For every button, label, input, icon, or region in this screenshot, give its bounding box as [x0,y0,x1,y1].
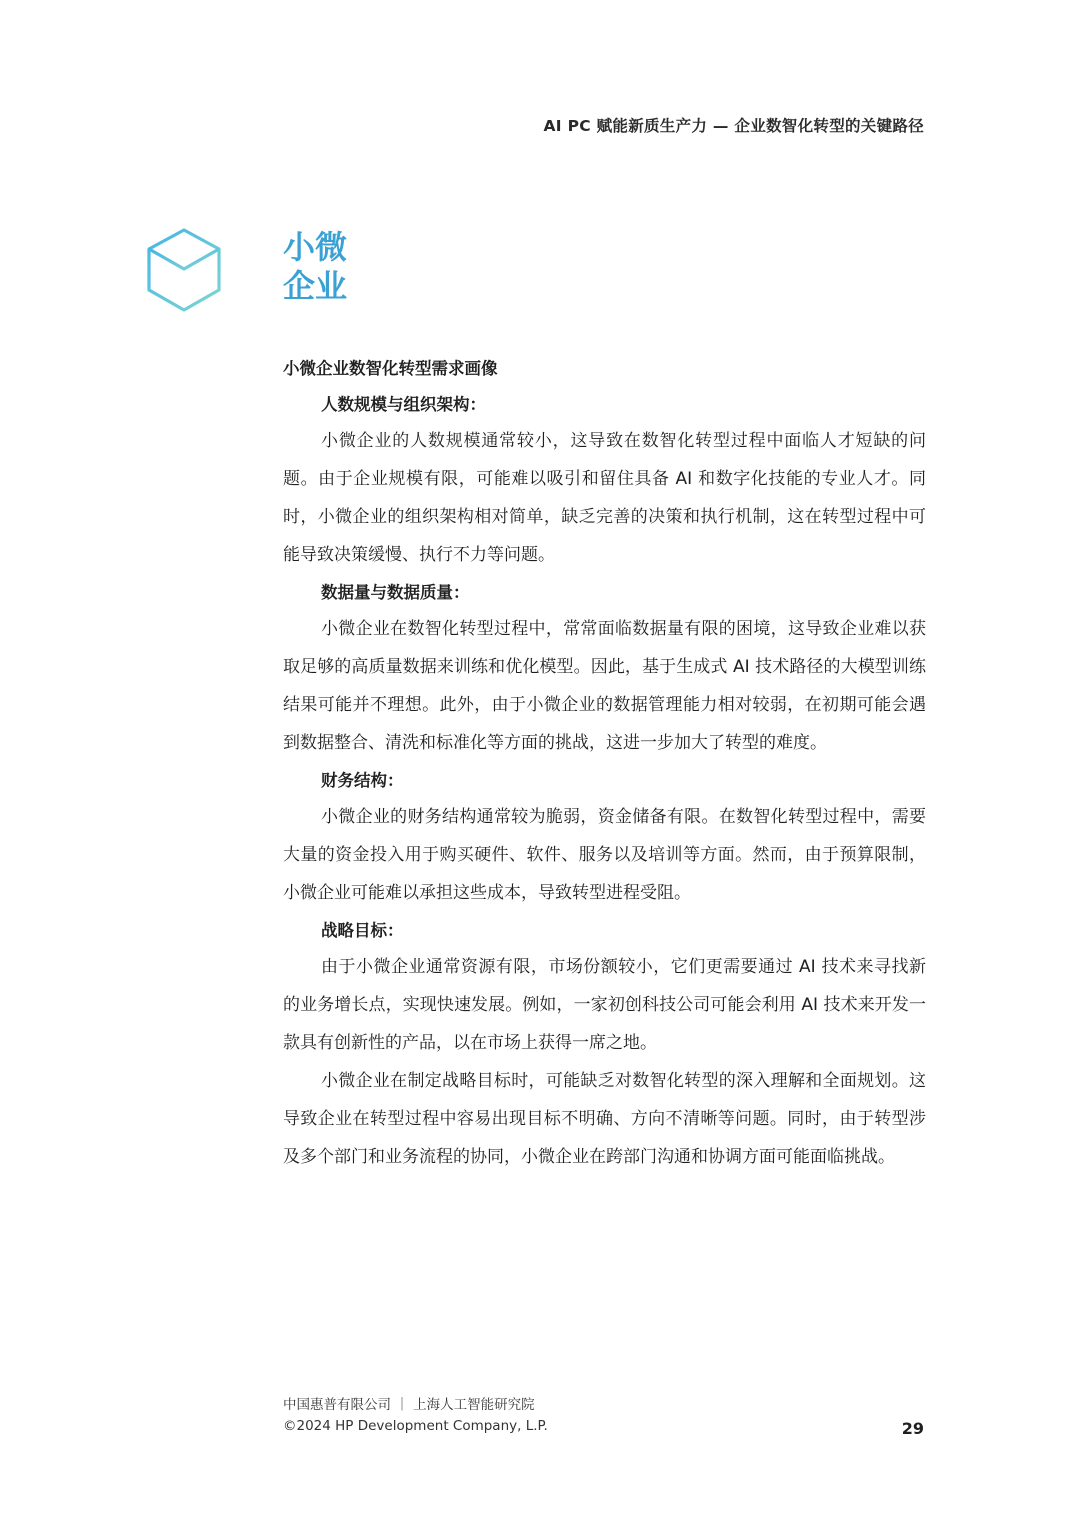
section-title-line-2: 企业 [283,267,348,305]
topic-heading-finance: 财务结构： [321,771,404,790]
topic-heading-scale: 人数规模与组织架构： [321,395,486,414]
topic-heading-data: 数据量与数据质量： [321,583,470,602]
footer-organizations: 中国惠普有限公司 ｜ 上海人工智能研究院 [283,1397,535,1413]
topic-heading-strategy: 战略目标： [321,921,404,940]
footer-copyright: ©2024 HP Development Company, L.P. [283,1418,548,1434]
paragraph-scale: 小微企业的人数规模通常较小，这导致在数智化转型过程中面临人才短缺的问题。由于企业规模有限，可能难以吸引和留住具备 AI 和数字化技能的专业人才。同时，小微企业的组织架构相对简单，缺乏完善的决策和执行机制，这在转型过程中可能导致决策缓慢、执行不力等问题。 [283,431,926,565]
main-content [283,352,926,1176]
paragraph-strategy-1: 由于小微企业通常资源有限，市场份额较小，它们更需要通过 AI 技术来寻找新的业务增长点，实现快速发展。例如，一家初创科技公司可能会利用 AI 技术来开发一款具有创新性的产品，以在市场上获得一席之地。 [283,957,926,1053]
page-number: 29 [901,1419,924,1438]
section-title [283,228,347,306]
page-header: AI PC 赋能新质生产力 — 企业数智化转型的关键路径 [543,117,924,135]
paragraph-data: 小微企业在数智化转型过程中，常常面临数据量有限的困境，这导致企业难以获取足够的高质量数据来训练和优化模型。因此，基于生成式 AI 技术路径的大模型训练结果可能并不理想。此外，由于小微企业的数据管理能力相对较弱，在初期可能会遇到数据整合、清洗和标准化等方面的挑战，这进一步加大了转型的难度。 [283,619,926,753]
profile-heading: 小微企业数智化转型需求画像 [283,359,498,378]
section-title-line-1: 小微 [283,228,348,266]
paragraph-finance: 小微企业的财务结构通常较为脆弱，资金储备有限。在数智化转型过程中，需要大量的资金投入用于购买硬件、软件、服务以及培训等方面。然而，由于预算限制，小微企业可能难以承担这些成本，导致转型进程受阻。 [283,807,926,903]
footer [283,1395,548,1437]
paragraph-strategy-2: 小微企业在制定战略目标时，可能缺乏对数智化转型的深入理解和全面规划。这导致企业在转型过程中容易出现目标不明确、方向不清晰等问题。同时，由于转型涉及多个部门和业务流程的协同，小微企业在跨部门沟通和协调方面可能面临挑战。 [283,1071,926,1167]
cube-icon [146,227,222,313]
